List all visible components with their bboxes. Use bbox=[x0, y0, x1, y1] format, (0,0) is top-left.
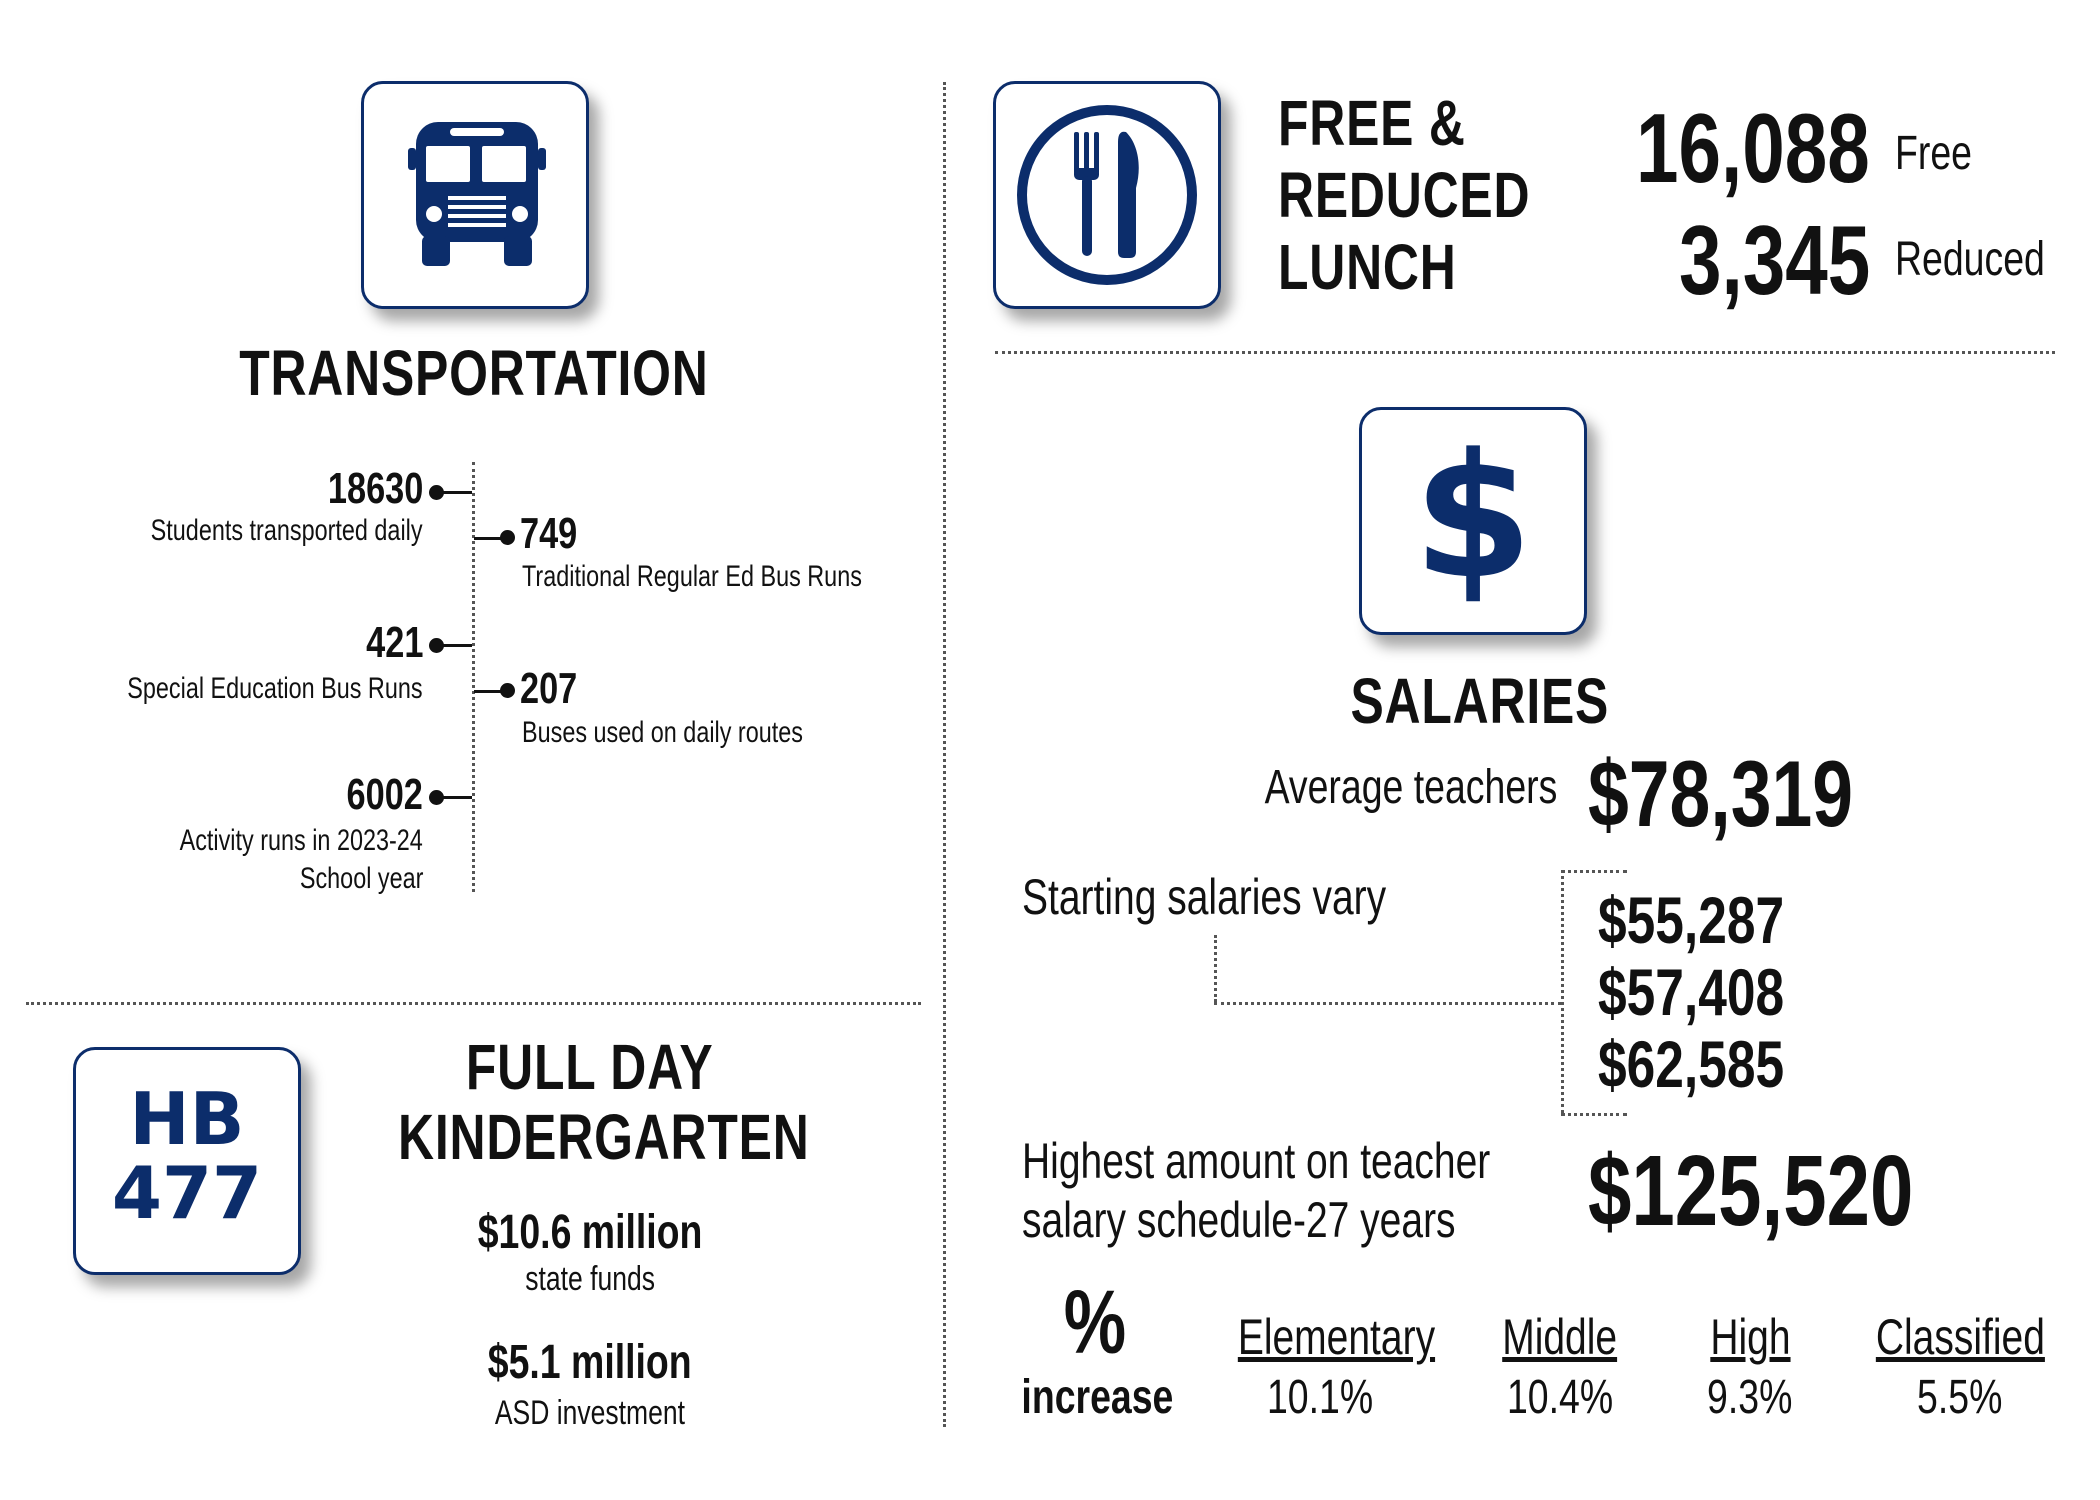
highest-salary-label-line-1: Highest amount on teacher bbox=[1022, 1133, 1491, 1189]
bracket-line bbox=[1561, 870, 1564, 1113]
badge-line-2: 477 bbox=[111, 1151, 263, 1235]
kindergarten-title-line-2: KINDERGARTEN bbox=[398, 1101, 810, 1173]
increase-value: 9.3% bbox=[1707, 1371, 1793, 1424]
increase-value: 5.5% bbox=[1917, 1371, 2003, 1424]
starting-salaries-label: Starting salaries vary bbox=[1022, 869, 1387, 925]
bracket-connector bbox=[1214, 935, 1217, 1002]
fund-label: ASD investment bbox=[494, 1394, 686, 1432]
timeline-connector bbox=[440, 644, 472, 647]
timeline-connector bbox=[474, 537, 502, 540]
stat-value: 749 bbox=[520, 509, 578, 558]
increase-category: High bbox=[1709, 1309, 1791, 1365]
increase-value: 10.1% bbox=[1266, 1371, 1374, 1424]
stat-label: Activity runs in 2023-24 bbox=[179, 824, 423, 857]
stat-special-ed-runs bbox=[350, 618, 423, 668]
kindergarten-icon-box bbox=[73, 1047, 301, 1275]
stat-buses-used bbox=[520, 664, 593, 714]
highest-salary-value: $125,520 bbox=[1588, 1135, 1914, 1247]
increase-label: increase bbox=[1021, 1371, 1174, 1424]
stat-label: School year bbox=[299, 862, 423, 895]
stat-regular-bus-runs bbox=[520, 509, 593, 559]
highest-salary-label-line-2: salary schedule-27 years bbox=[1022, 1192, 1456, 1248]
stat-value: 207 bbox=[520, 664, 578, 713]
hb477-badge-icon bbox=[76, 1077, 298, 1235]
dollar-icon: $ bbox=[1413, 416, 1533, 617]
timeline-dot bbox=[500, 530, 515, 545]
transportation-icon-box bbox=[361, 81, 589, 309]
reduced-lunch-value: 3,345 bbox=[1678, 205, 1870, 315]
right-section-divider bbox=[995, 351, 2055, 354]
percent-symbol: % bbox=[1063, 1273, 1127, 1373]
increase-category: Elementary bbox=[1237, 1309, 1436, 1365]
timeline-dot bbox=[500, 683, 515, 698]
average-teachers-label: Average teachers bbox=[1264, 761, 1557, 814]
salaries-title: SALARIES bbox=[1350, 665, 1610, 737]
stat-label: Traditional Regular Ed Bus Runs bbox=[522, 560, 862, 593]
lunch-title-line-1: FREE & bbox=[1278, 87, 1466, 159]
reduced-lunch-label: Reduced bbox=[1895, 233, 2045, 286]
stat-activity-runs bbox=[325, 770, 423, 820]
timeline-connector bbox=[474, 690, 502, 693]
free-lunch-value: 16,088 bbox=[1636, 93, 1870, 203]
fund-label: state funds bbox=[525, 1260, 655, 1298]
increase-category: Classified bbox=[1875, 1309, 2045, 1365]
kindergarten-title-line-1: FULL DAY bbox=[466, 1031, 714, 1103]
transportation-timeline bbox=[472, 462, 475, 892]
increase-category: Middle bbox=[1502, 1309, 1618, 1365]
bracket-connector bbox=[1214, 1002, 1561, 1005]
left-section-divider bbox=[26, 1002, 921, 1005]
average-teachers-value: $78,319 bbox=[1588, 741, 1854, 846]
stat-value: 421 bbox=[365, 618, 423, 667]
fork-knife-icon bbox=[996, 84, 1218, 306]
bracket-line bbox=[1561, 1113, 1627, 1116]
stat-label: Students transported daily bbox=[151, 514, 423, 547]
badge-line-1: HB bbox=[129, 1077, 245, 1161]
starting-salary-value: $55,287 bbox=[1598, 883, 1785, 957]
bus-icon bbox=[364, 84, 586, 306]
fund-amount: $5.1 million bbox=[488, 1336, 692, 1389]
transportation-title: TRANSPORTATION bbox=[239, 337, 709, 409]
free-lunch-label: Free bbox=[1895, 127, 1972, 180]
timeline-connector bbox=[440, 491, 472, 494]
center-divider bbox=[943, 82, 946, 1427]
stat-label: Buses used on daily routes bbox=[522, 716, 803, 749]
increase-value: 10.4% bbox=[1506, 1371, 1614, 1424]
starting-salary-value: $57,408 bbox=[1598, 955, 1785, 1029]
lunch-title-line-3: LUNCH bbox=[1278, 231, 1457, 303]
stat-label: Special Education Bus Runs bbox=[127, 672, 423, 705]
lunch-icon-box bbox=[993, 81, 1221, 309]
salaries-icon-box bbox=[1359, 407, 1587, 635]
stat-value: 18630 bbox=[327, 464, 423, 513]
stat-students-transported bbox=[301, 464, 423, 514]
starting-salary-value: $62,585 bbox=[1598, 1027, 1785, 1101]
stat-value: 6002 bbox=[346, 770, 423, 819]
fund-amount: $10.6 million bbox=[477, 1206, 703, 1259]
bracket-line bbox=[1561, 870, 1627, 873]
lunch-title-line-2: REDUCED bbox=[1278, 159, 1531, 231]
timeline-connector bbox=[440, 796, 472, 799]
